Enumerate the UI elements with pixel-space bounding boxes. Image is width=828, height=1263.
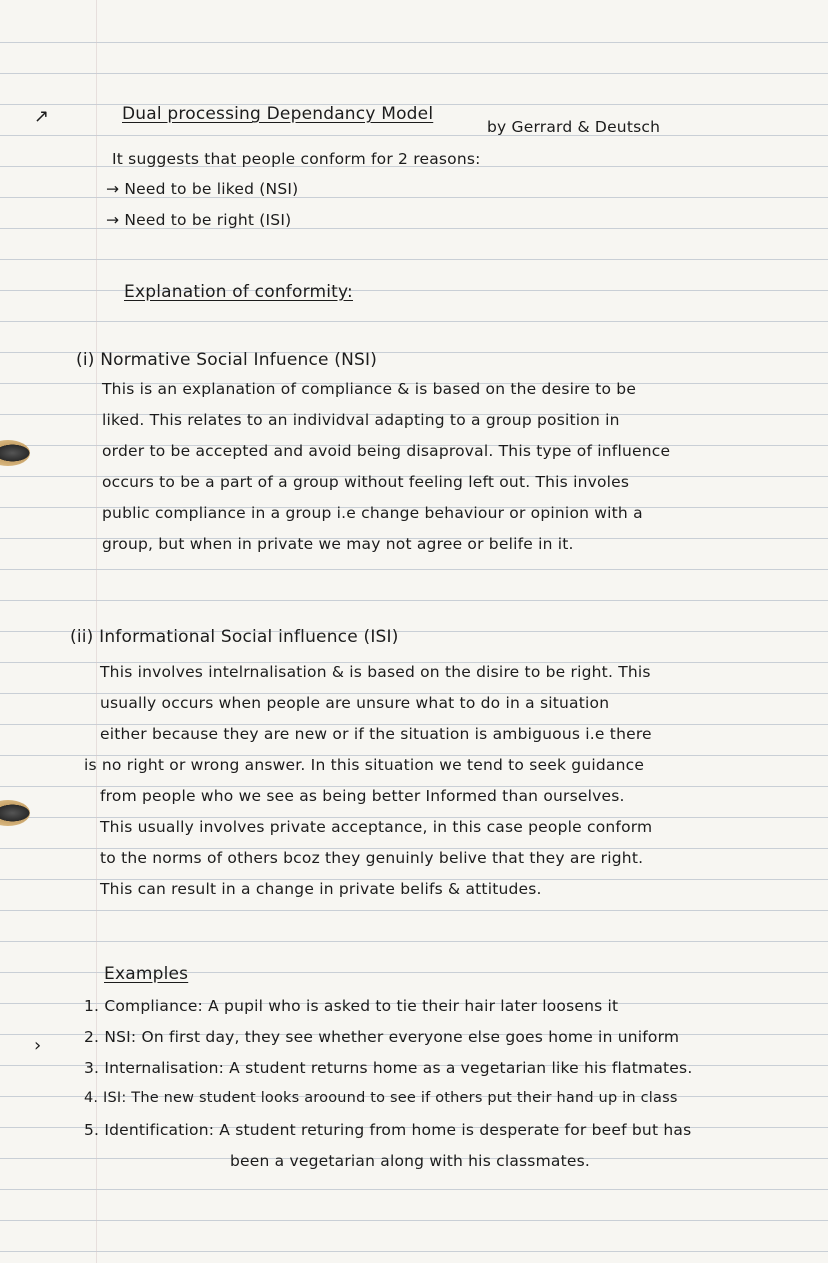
isi-heading: (ii) Informational Social influence (ISI) (70, 627, 399, 647)
isi-line: is no right or wrong answer. In this situation we tend to seek guidance (84, 756, 645, 774)
nsi-line: order to be accepted and avoid being disaproval. This type of influence (102, 442, 671, 460)
page-title: Dual processing Dependancy Model (122, 104, 434, 124)
example-item-continuation: been a vegetarian along with his classmates. (230, 1152, 590, 1170)
isi-line: from people who we see as being better Informed than ourselves. (100, 787, 625, 805)
example-item: 4. ISI: The new student looks aroound to see if others put their hand up in class (84, 1090, 678, 1106)
example-item: 2. NSI: On first day, they see whether everyone else goes home in uniform (84, 1028, 680, 1046)
nsi-line: liked. This relates to an individval adapting to a group position in (102, 411, 620, 429)
example-item: 5. Identification: A student returing from home is desperate for beef but has (84, 1121, 692, 1139)
nsi-line: occurs to be a part of a group without feeling left out. This involes (102, 473, 630, 491)
binder-ring-hole (0, 800, 30, 826)
isi-line: either because they are new or if the situation is ambiguous i.e there (100, 725, 652, 743)
reason-item: → Need to be right (ISI) (106, 211, 292, 229)
title-authors: by Gerrard & Deutsch (487, 118, 661, 136)
isi-line: This can result in a change in private belifs & attitudes. (100, 880, 542, 898)
example-item: 1. Compliance: A pupil who is asked to tie their hair later loosens it (84, 997, 619, 1015)
nsi-line: group, but when in private we may not agree or belife in it. (102, 535, 574, 553)
intro-line: It suggests that people conform for 2 reasons: (112, 150, 481, 168)
isi-line: to the norms of others bcoz they genuinly belive that they are right. (100, 849, 644, 867)
isi-line: usually occurs when people are unsure what to do in a situation (100, 694, 610, 712)
nsi-heading: (i) Normative Social Infuence (NSI) (76, 350, 378, 370)
example-item: 3. Internalisation: A student returns home as a vegetarian like his flatmates. (84, 1059, 693, 1077)
section-heading: Explanation of conformity: (124, 282, 353, 302)
examples-heading: Examples (104, 964, 189, 984)
margin-tick-mark: › (34, 1035, 42, 1056)
isi-line: This usually involves private acceptance, in this case people conform (100, 818, 653, 836)
reason-item: → Need to be liked (NSI) (106, 180, 299, 198)
binder-ring-hole (0, 440, 30, 466)
margin-arrow-mark: ↗ (34, 106, 50, 127)
isi-line: This involves intelrnalisation & is based on the disire to be right. This (100, 663, 651, 681)
nsi-line: This is an explanation of compliance & is based on the desire to be (102, 380, 637, 398)
nsi-line: public compliance in a group i.e change behaviour or opinion with a (102, 504, 643, 522)
